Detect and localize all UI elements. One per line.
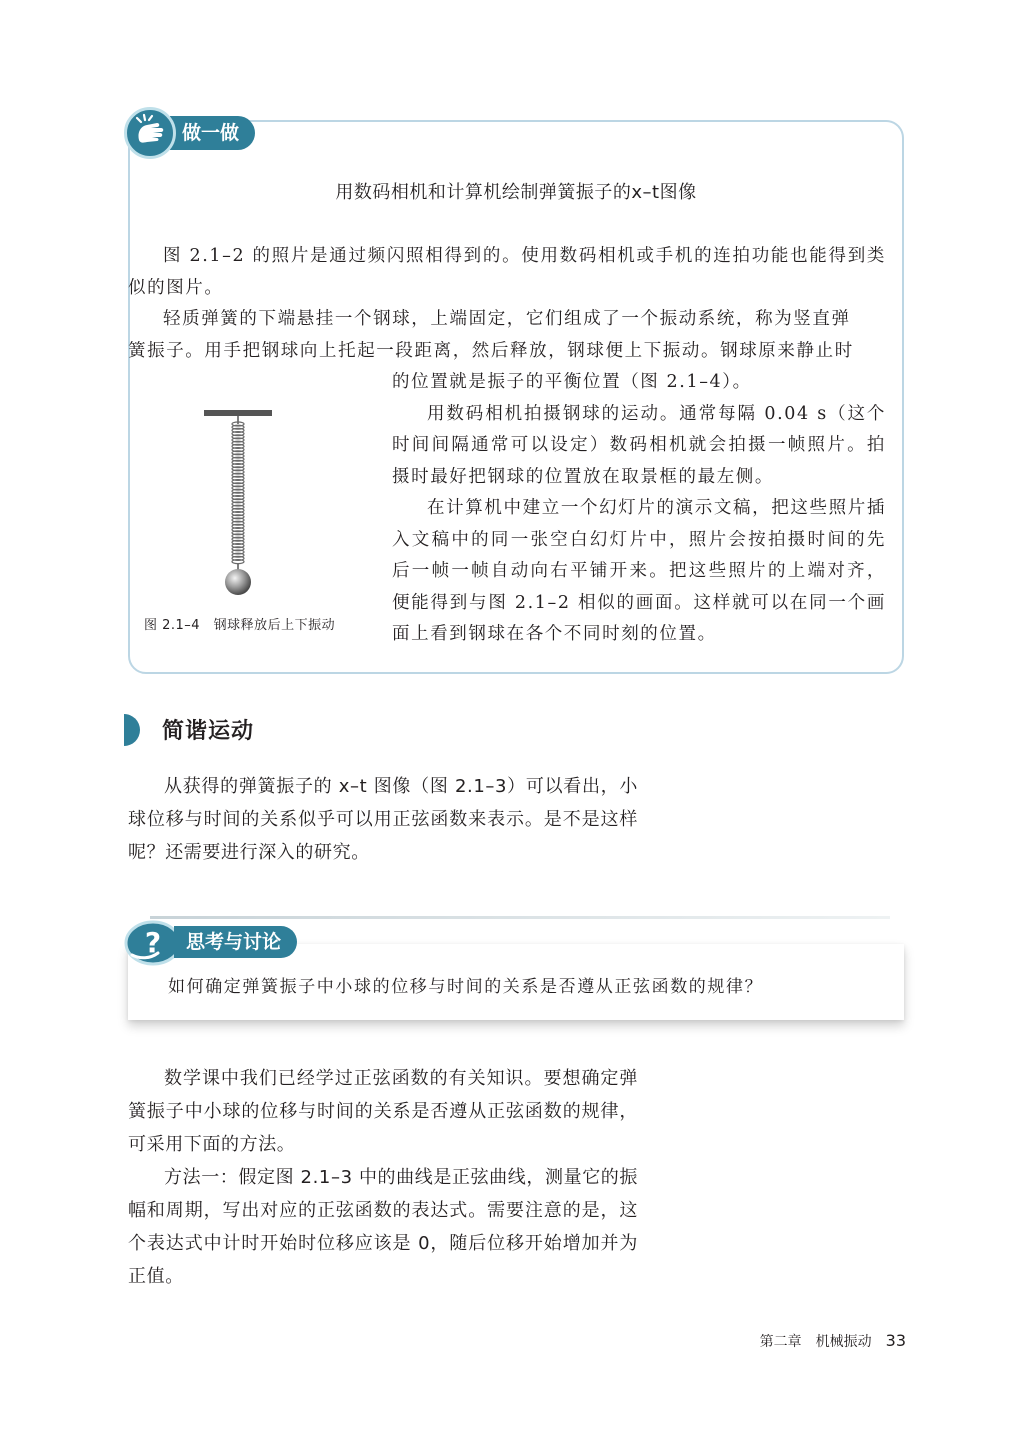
try-it-label: 做一做 — [170, 116, 255, 150]
try-it-para2-line1: 轻质弹簧的下端悬挂一个钢球，上端固定，它们组成了一个振动系统，称为竖直弹 — [163, 309, 851, 329]
think-label: 思考与讨论 — [174, 926, 297, 958]
try-it-right-column — [392, 367, 886, 651]
svg-text:?: ? — [144, 926, 162, 959]
try-it-para2-line2: 簧振子。用手把钢球向上托起一段距离，然后释放，钢球便上下振动。钢球原来静止时 — [128, 340, 854, 361]
think-question: 如何确定弹簧振子中小球的位移与时间的关系是否遵从正弦函数的规律？ — [168, 977, 764, 997]
think-divider — [150, 916, 890, 919]
try-it-title: 用数码相机和计算机绘制弹簧振子的x–t图像 — [335, 182, 697, 203]
try-it-para2-full — [128, 304, 886, 367]
footer-chapter: 第二章 机械振动 — [759, 1334, 872, 1350]
try-it-para2-rest: 的位置就是振子的平衡位置（图 2.1–4）。 — [392, 372, 752, 392]
body-para1: 数学课中我们已经学过正弦函数的有关知识。要想确定弹簧振子中小球的位移与时间的关系是否遵从正弦函数的规律，可采用下面的方法。 — [128, 1068, 638, 1155]
try-it-para1 — [128, 241, 886, 304]
page-number: 33 — [885, 1331, 906, 1350]
try-it-para1-text: 图 2.1–2 的照片是通过频闪照相得到的。使用数码相机或手机的连拍功能也能得到类似的图片。 — [128, 246, 886, 298]
section-title: 简谐运动 — [162, 719, 255, 744]
page-footer — [760, 1331, 906, 1351]
main-body — [128, 1062, 638, 1293]
section-para1: 从获得的弹簧振子的 x–t 图像（图 2.1–3）可以看出，小球位移与时间的关系似乎可以用正弦函数来表示。是不是这样呢？还需要进行深入的研究。 — [128, 776, 638, 863]
spring-figure — [196, 404, 282, 604]
try-it-para4: 在计算机中建立一个幻灯片的演示文稿，把这些照片插入文稿中的同一张空白幻灯片中，照片会按拍摄时间的先后一帧一帧自动向右平铺开来。把这些照片的上端对齐，便能得到与图 2.1–2 相似的画面。这样就可以在同一个画面上看到钢球在各个不同时刻的位置。 — [392, 498, 886, 644]
section-marker — [124, 714, 140, 746]
body-para2: 方法一：假定图 2.1–3 中的曲线是正弦曲线，测量它的振幅和周期，写出对应的正弦函数的表达式。需要注意的是，这个表达式中计时开始时位移应该是 0，随后位移开始增加并为正值。 — [128, 1167, 638, 1287]
try-it-para3: 用数码相机拍摄钢球的运动。通常每隔 0.04 s（这个时间间隔通常可以设定）数码相机就会拍摄一帧照片。拍摄时最好把钢球的位置放在取景框的最左侧。 — [392, 403, 886, 487]
hand-icon — [124, 107, 176, 159]
figure-caption: 图 2.1–4 钢球释放后上下振动 — [144, 618, 336, 633]
section-body — [128, 770, 638, 869]
